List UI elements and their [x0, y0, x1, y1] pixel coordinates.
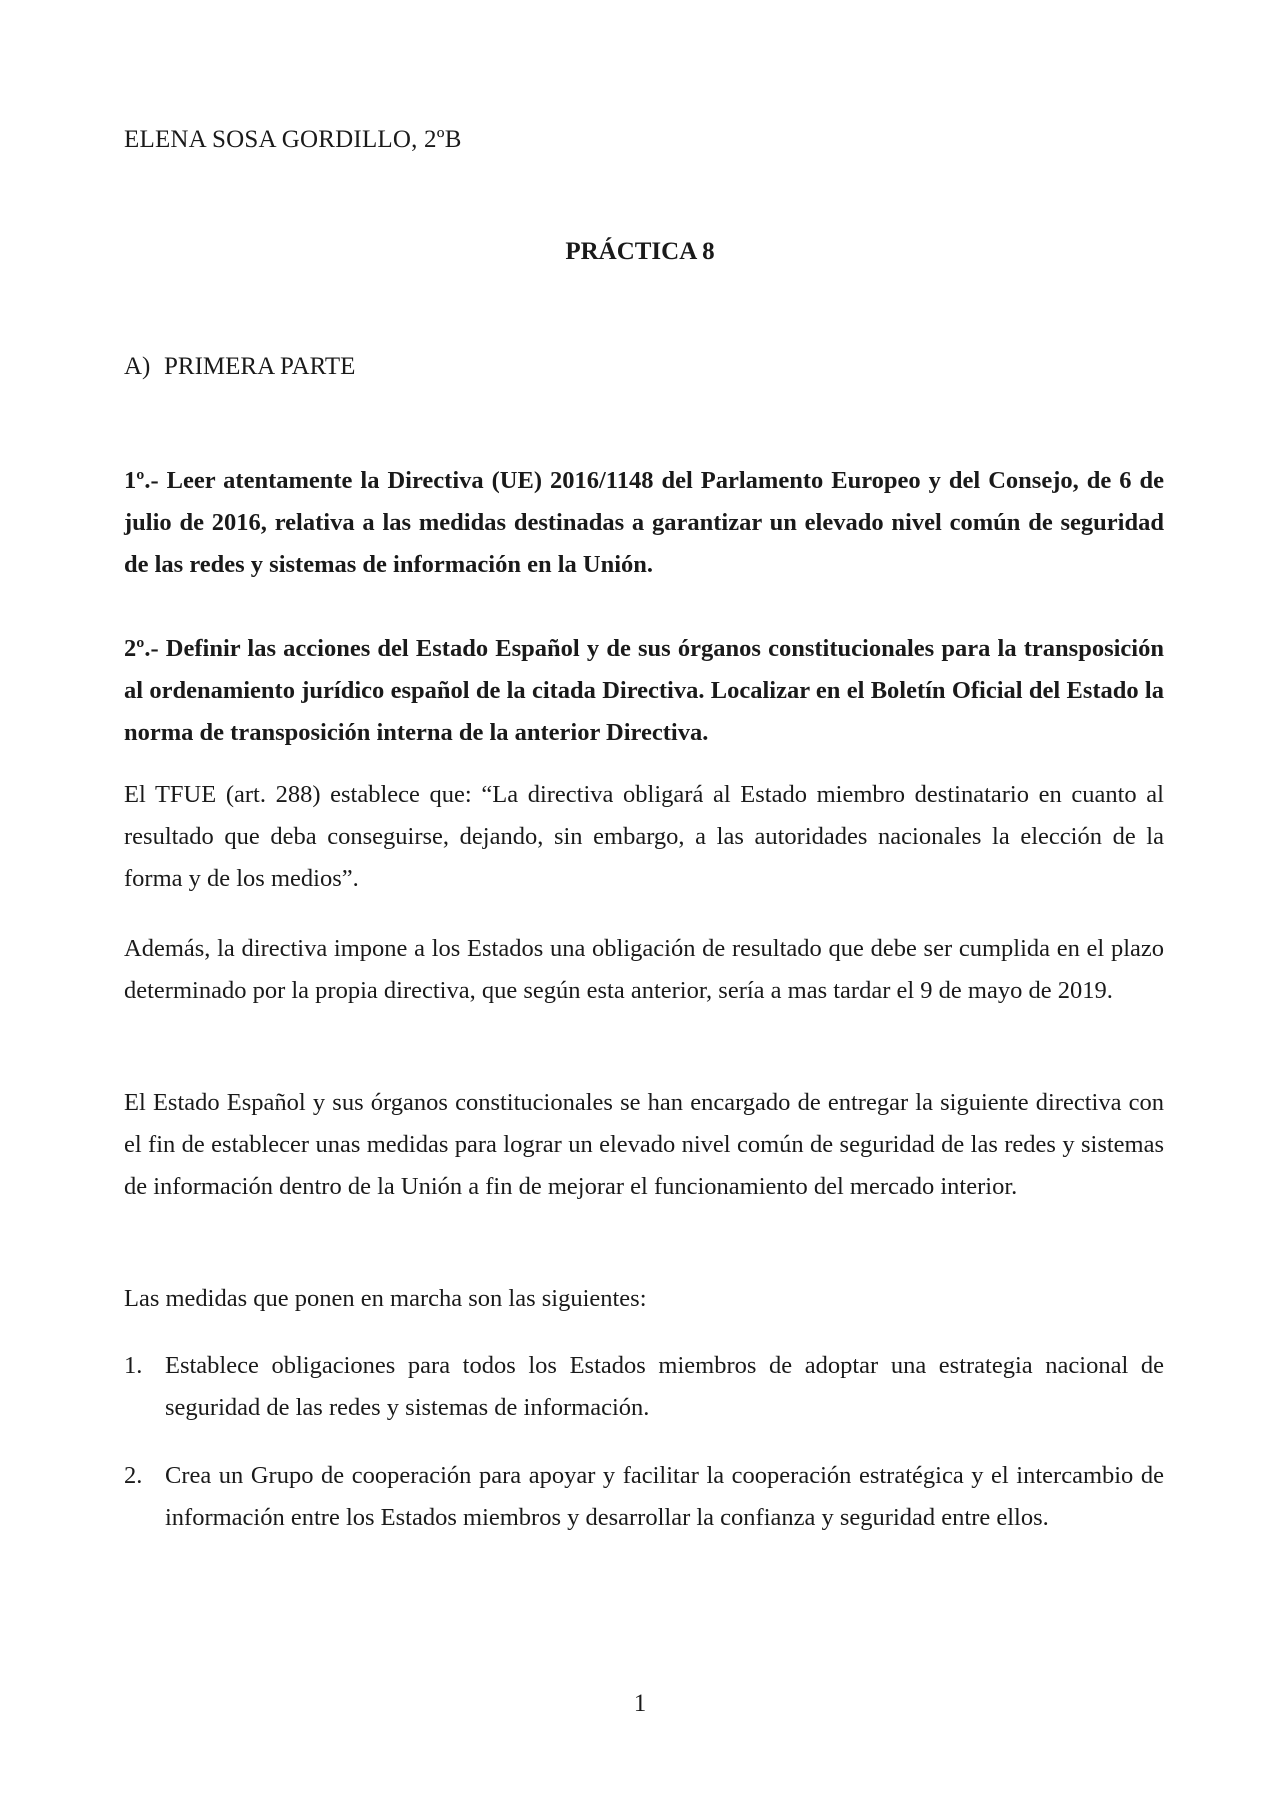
paragraph-tfue: El TFUE (art. 288) establece que: “La directiva obligará al Estado miembro destinatario en cuanto al resultado que deba conseguirse, dejando, sin embargo, a las autoridades nacionales la elección de la forma y de los medios”. [124, 781, 1164, 892]
section-heading [124, 353, 355, 381]
paragraph-obligacion: Además, la directiva impone a los Estados una obligación de resultado que debe ser cumplida en el plazo determinado por la propia directiva, que según esta anterior, sería a mas tardar el 9 de mayo de 2019. [124, 935, 1164, 1004]
question-2: 2º.- Definir las acciones del Estado Español y de sus órganos constitucionales para la transposición al ordenamiento jurídico español de la citada Directiva. Localizar en el Boletín Oficial del Estado la norma de transposición interna de la anterior Directiva. [124, 635, 1164, 746]
paragraph-estado-espanol: El Estado Español y sus órganos constitucionales se han encargado de entregar la siguiente directiva con el fin de establecer unas medidas para lograr un elevado nivel común de seguridad de las redes y sistemas de información dentro de la Unión a fin de mejorar el funcionamiento del mercado interior. [124, 1089, 1164, 1200]
question-1: 1º.- Leer atentamente la Directiva (UE) 2016/1148 del Parlamento Europeo y del Consejo, de 6 de julio de 2016, relativa a las medidas destinadas a garantizar un elevado nivel común de seguridad de las redes y sistemas de información en la Unión. [124, 467, 1164, 578]
page-title: PRÁCTICA 8 [565, 238, 715, 265]
paragraph-medidas-intro: Las medidas que ponen en marcha son las siguientes: [124, 1285, 647, 1312]
list-item [124, 1455, 1164, 1539]
page-number: 1 [633, 1690, 647, 1717]
list-item-number: 2. [124, 1462, 143, 1489]
author-line: ELENA SOSA GORDILLO, 2ºB [124, 126, 462, 153]
section-label: PRIMERA PARTE [164, 353, 356, 380]
list-item [124, 1345, 1164, 1429]
section-marker: A) [124, 353, 151, 380]
list-item-number: 1. [124, 1352, 143, 1379]
list-item-text: Establece obligaciones para todos los Estados miembros de adoptar una estrategia nacional de seguridad de las redes y sistemas de información. [165, 1352, 1164, 1421]
list-item-text: Crea un Grupo de cooperación para apoyar y facilitar la cooperación estratégica y el intercambio de información entre los Estados miembros y desarrollar la confianza y seguridad entre ellos. [165, 1462, 1164, 1531]
